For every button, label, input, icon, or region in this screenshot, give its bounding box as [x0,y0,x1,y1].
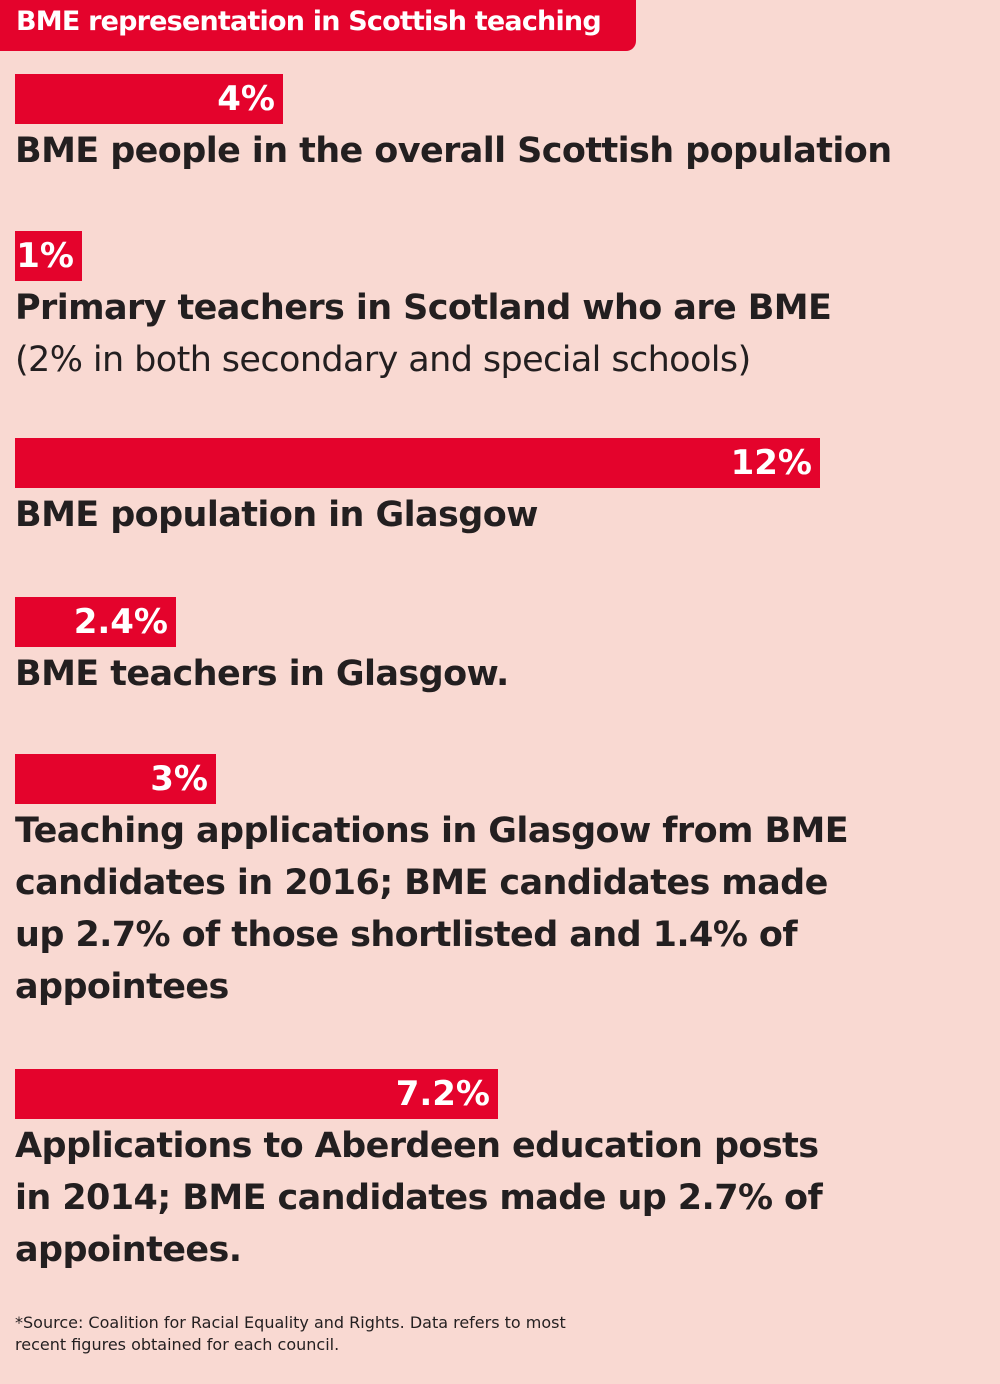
source-footnote [15,1312,566,1356]
chart-title: BME representation in Scottish teaching [16,6,601,37]
stat-description-3 [15,489,538,541]
footnote-line-1: *Source: Coalition for Racial Equality and Rights. Data refers to most [15,1313,566,1332]
description-line: candidates in 2016; BME candidates made [15,863,828,903]
description-subtext: (2% in both secondary and special schools) [15,340,751,380]
title-banner [0,0,636,51]
bar-value-label-2: 1% [16,236,74,276]
description-line: in 2014; BME candidates made up 2.7% of [15,1178,823,1218]
description-line: BME people in the overall Scottish population [15,131,892,171]
footnote-line-2: recent figures obtained for each council. [15,1335,340,1354]
stat-description-4 [15,648,509,700]
description-line: BME teachers in Glasgow. [15,654,509,694]
stat-description-1 [15,125,892,177]
bar-value-label-1: 4% [217,79,275,119]
description-line: appointees [15,967,229,1007]
bar-value-label-4: 2.4% [73,602,168,642]
description-line: up 2.7% of those shortlisted and 1.4% of [15,915,797,955]
stat-description-2 [15,282,831,386]
description-line: Teaching applications in Glasgow from BME [15,811,849,851]
description-line: Applications to Aberdeen education posts [15,1126,819,1166]
description-line: appointees. [15,1230,242,1270]
description-line: BME population in Glasgow [15,495,538,535]
description-line: Primary teachers in Scotland who are BME [15,288,832,328]
bar-value-label-6: 7.2% [395,1074,490,1114]
bar-3 [15,438,820,488]
bar-value-label-5: 3% [150,759,208,799]
stat-description-5 [15,805,848,1013]
bar-value-label-3: 12% [730,443,812,483]
stat-description-6 [15,1120,822,1276]
